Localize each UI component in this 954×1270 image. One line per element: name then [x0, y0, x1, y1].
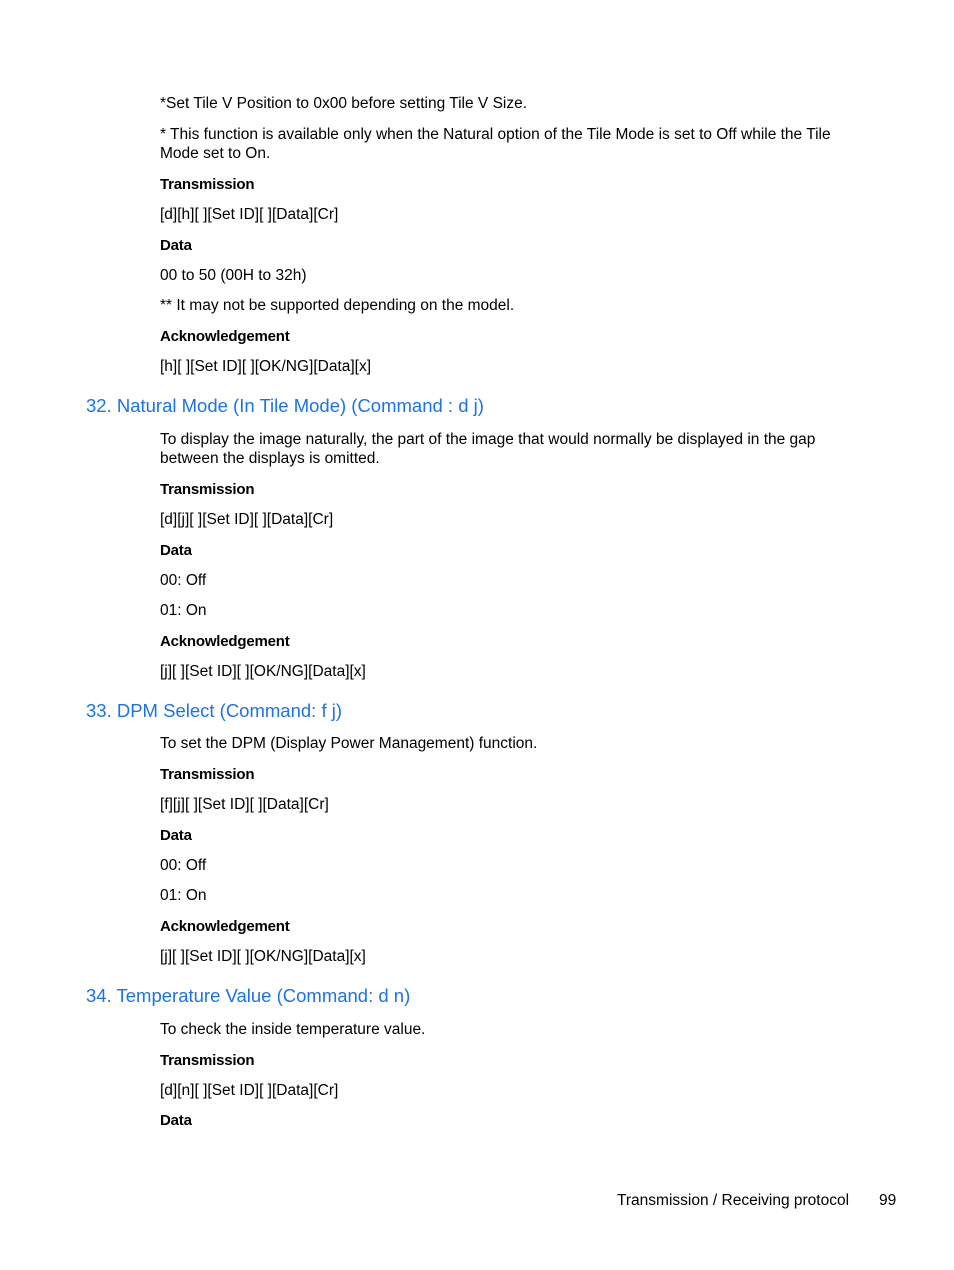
transmission-value: [d][n][ ][Set ID][ ][Data][Cr]	[160, 1082, 339, 1099]
dpm-description: To set the DPM (Display Power Management) function.	[160, 735, 538, 752]
tile-v-position-note: *Set Tile V Position to 0x00 before setting Tile V Size.	[160, 95, 528, 112]
data-support-note: ** It may not be supported depending on the model.	[160, 297, 515, 314]
transmission-label: Transmission	[160, 766, 255, 783]
section-heading-temperature-value: 34. Temperature Value (Command: d n)	[86, 985, 411, 1006]
data-label: Data	[160, 542, 192, 559]
data-label: Data	[160, 237, 192, 254]
natural-mode-description-line1: To display the image naturally, the part of the image that would normally be displayed in the gap	[160, 431, 816, 448]
transmission-value: [d][h][ ][Set ID][ ][Data][Cr]	[160, 206, 339, 223]
function-availability-note-line1: * This function is available only when the Natural option of the Tile Mode is set to Off while the Tile	[160, 126, 831, 143]
acknowledgement-value: [j][ ][Set ID][ ][OK/NG][Data][x]	[160, 663, 366, 680]
acknowledgement-label: Acknowledgement	[160, 918, 290, 935]
data-label: Data	[160, 1112, 192, 1129]
data-value-on: 01: On	[160, 602, 207, 619]
transmission-label: Transmission	[160, 176, 255, 193]
data-label: Data	[160, 827, 192, 844]
data-value-on: 01: On	[160, 887, 207, 904]
data-value-off: 00: Off	[160, 857, 207, 874]
footer-chapter-title: Transmission / Receiving protocol	[617, 1192, 850, 1209]
data-value-off: 00: Off	[160, 572, 207, 589]
data-value: 00 to 50 (00H to 32h)	[160, 267, 307, 284]
acknowledgement-label: Acknowledgement	[160, 328, 290, 345]
transmission-label: Transmission	[160, 1052, 255, 1069]
function-availability-note-line2: Mode set to On.	[160, 145, 271, 162]
temperature-description: To check the inside temperature value.	[160, 1021, 426, 1038]
footer-page-number: 99	[879, 1192, 897, 1209]
section-heading-natural-mode: 32. Natural Mode (In Tile Mode) (Command : d j)	[86, 395, 484, 416]
acknowledgement-value: [j][ ][Set ID][ ][OK/NG][Data][x]	[160, 948, 366, 965]
transmission-value: [d][j][ ][Set ID][ ][Data][Cr]	[160, 511, 334, 528]
transmission-label: Transmission	[160, 481, 255, 498]
acknowledgement-value: [h][ ][Set ID][ ][OK/NG][Data][x]	[160, 358, 372, 375]
section-heading-dpm-select: 33. DPM Select (Command: f j)	[86, 700, 342, 721]
acknowledgement-label: Acknowledgement	[160, 633, 290, 650]
transmission-value: [f][j][ ][Set ID][ ][Data][Cr]	[160, 796, 329, 813]
natural-mode-description-line2: between the displays is omitted.	[160, 450, 380, 467]
